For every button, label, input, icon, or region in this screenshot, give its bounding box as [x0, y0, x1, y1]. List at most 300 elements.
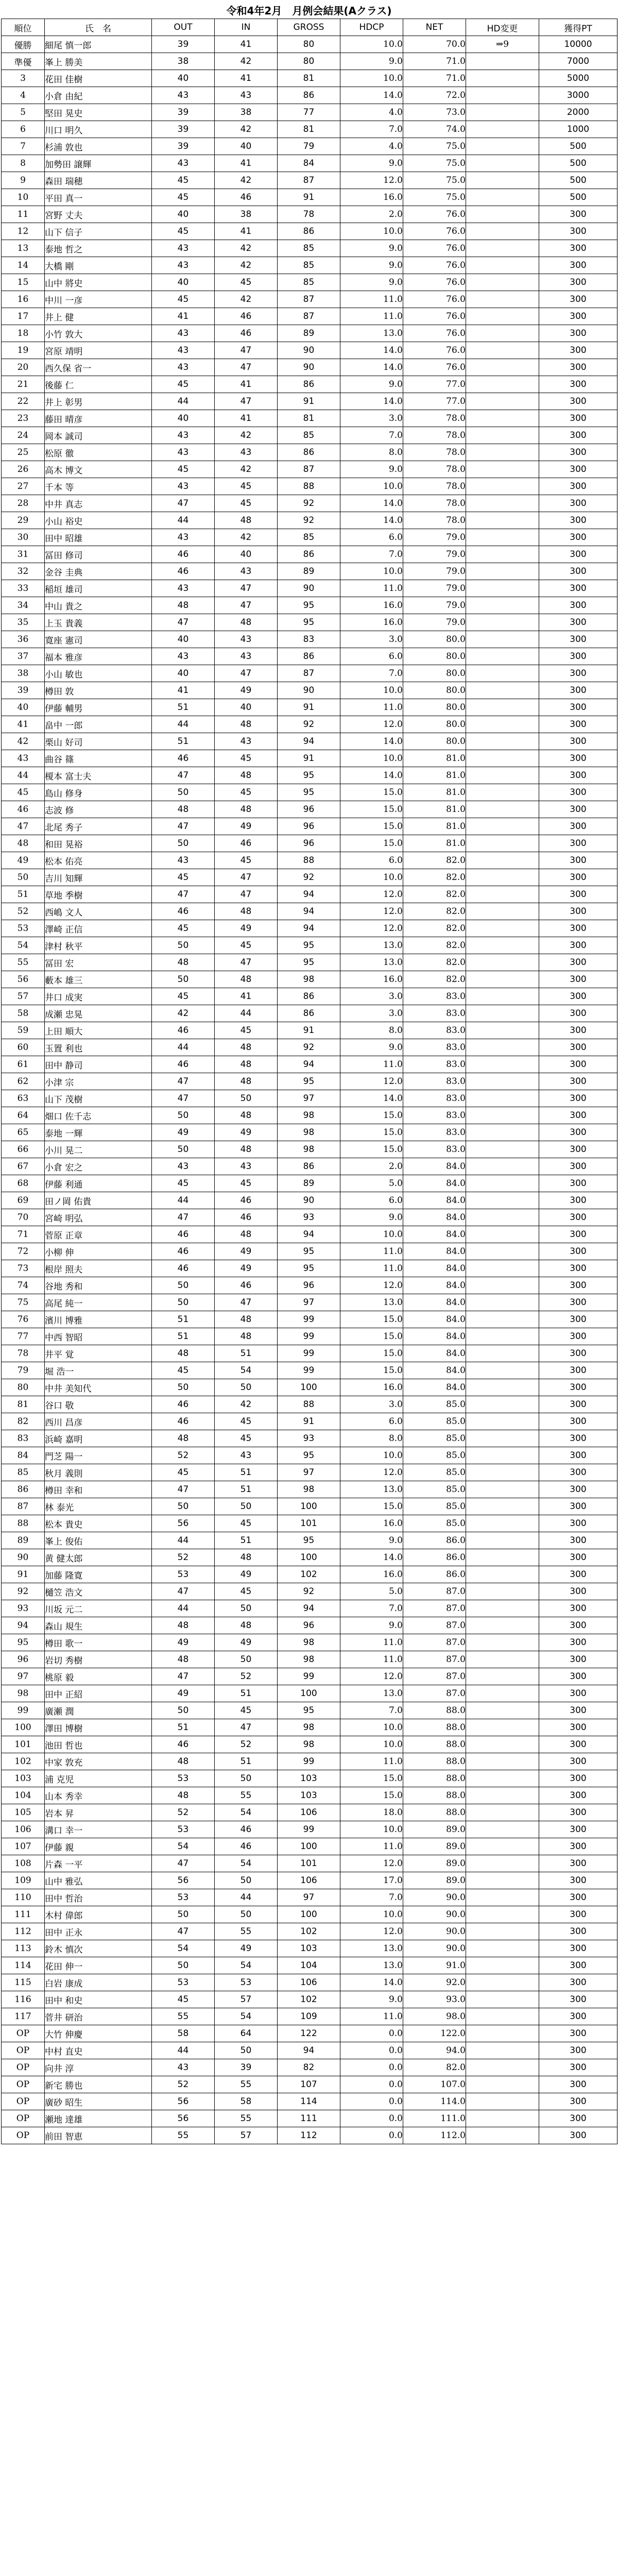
out-cell: 53	[152, 1889, 215, 1906]
table-row	[2, 1668, 617, 1685]
net-cell: 76.0	[403, 325, 466, 342]
table-row	[2, 1141, 617, 1158]
in-header: IN	[215, 19, 278, 36]
gross-cell: 92	[278, 1039, 340, 1056]
hdcp-cell: 10.0	[340, 563, 403, 580]
gross-cell: 98	[278, 971, 340, 988]
gross-cell: 95	[278, 614, 340, 631]
name-cell: 栗山 好司	[45, 733, 152, 750]
rank-cell: 101	[2, 1736, 45, 1753]
gross-cell: 90	[278, 1192, 340, 1209]
table-row	[2, 240, 617, 257]
points-cell: 300	[539, 818, 617, 835]
points-cell: 1000	[539, 121, 617, 138]
hdcp-cell: 14.0	[340, 1549, 403, 1566]
hd-change-cell	[466, 342, 539, 359]
hd-change-cell	[466, 1430, 539, 1447]
table-row	[2, 461, 617, 478]
name-cell: 田中 静司	[45, 1056, 152, 1073]
hdcp-cell: 9.0	[340, 240, 403, 257]
rank-cell: 115	[2, 1974, 45, 1991]
in-cell: 45	[215, 274, 278, 291]
out-cell: 39	[152, 36, 215, 53]
hdcp-cell: 16.0	[340, 971, 403, 988]
in-cell: 45	[215, 1515, 278, 1532]
out-cell: 44	[152, 1192, 215, 1209]
rank-cell: 42	[2, 733, 45, 750]
table-row	[2, 835, 617, 852]
gross-cell: 95	[278, 597, 340, 614]
out-cell: 39	[152, 138, 215, 155]
in-cell: 41	[215, 988, 278, 1005]
hd-change-cell	[466, 1243, 539, 1260]
out-cell: 50	[152, 1277, 215, 1294]
points-cell: 300	[539, 393, 617, 410]
net-cell: 83.0	[403, 988, 466, 1005]
hdcp-cell: 14.0	[340, 512, 403, 529]
hdcp-cell: 0.0	[340, 2025, 403, 2042]
hdcp-cell: 10.0	[340, 36, 403, 53]
net-cell: 79.0	[403, 546, 466, 563]
hdcp-cell: 14.0	[340, 1974, 403, 1991]
out-cell: 45	[152, 172, 215, 189]
in-cell: 54	[215, 1957, 278, 1974]
hd-change-cell: ⇒9	[466, 36, 539, 53]
name-cell: 秋月 義則	[45, 1464, 152, 1481]
out-cell: 47	[152, 886, 215, 903]
gross-cell: 99	[278, 1821, 340, 1838]
name-cell: 田中 昭雄	[45, 529, 152, 546]
table-row	[2, 206, 617, 223]
points-header: 獲得PT	[539, 19, 617, 36]
rank-cell: 33	[2, 580, 45, 597]
in-cell: 55	[215, 1923, 278, 1940]
hdcp-cell: 16.0	[340, 189, 403, 206]
in-cell: 51	[215, 1685, 278, 1702]
name-cell: 川口 明久	[45, 121, 152, 138]
points-cell: 300	[539, 359, 617, 376]
points-cell: 300	[539, 1379, 617, 1396]
name-cell: 吉川 知輝	[45, 869, 152, 886]
table-row	[2, 1838, 617, 1855]
points-cell: 300	[539, 1889, 617, 1906]
hdcp-cell: 15.0	[340, 1124, 403, 1141]
points-cell: 300	[539, 886, 617, 903]
name-cell: 杉浦 敦也	[45, 138, 152, 155]
hd-change-cell	[466, 1515, 539, 1532]
hdcp-cell: 14.0	[340, 767, 403, 784]
table-row	[2, 1889, 617, 1906]
hdcp-cell: 17.0	[340, 1872, 403, 1889]
hd-change-cell	[466, 1107, 539, 1124]
points-cell: 300	[539, 546, 617, 563]
out-cell: 40	[152, 70, 215, 87]
gross-cell: 95	[278, 784, 340, 801]
net-cell: 79.0	[403, 563, 466, 580]
hd-change-cell	[466, 2025, 539, 2042]
out-cell: 47	[152, 1855, 215, 1872]
points-cell: 300	[539, 1362, 617, 1379]
out-cell: 47	[152, 1073, 215, 1090]
net-cell: 76.0	[403, 274, 466, 291]
net-cell: 82.0	[403, 869, 466, 886]
table-row	[2, 665, 617, 682]
gross-cell: 94	[278, 903, 340, 920]
in-cell: 48	[215, 971, 278, 988]
gross-cell: 100	[278, 1685, 340, 1702]
rank-cell: 27	[2, 478, 45, 495]
hd-change-cell	[466, 274, 539, 291]
net-cell: 84.0	[403, 1277, 466, 1294]
out-cell: 40	[152, 410, 215, 427]
rank-cell: 82	[2, 1413, 45, 1430]
gross-cell: 92	[278, 869, 340, 886]
rank-cell: OP	[2, 2093, 45, 2110]
rank-cell: 47	[2, 818, 45, 835]
table-row	[2, 2008, 617, 2025]
table-header	[2, 19, 617, 36]
rank-cell: 76	[2, 1311, 45, 1328]
name-cell: 草地 季樹	[45, 886, 152, 903]
name-cell: 小津 宗	[45, 1073, 152, 1090]
gross-cell: 94	[278, 1056, 340, 1073]
name-cell: 中山 貴之	[45, 597, 152, 614]
in-cell: 55	[215, 2076, 278, 2093]
name-cell: 峯上 勝美	[45, 53, 152, 70]
net-header: NET	[403, 19, 466, 36]
hd-change-cell	[466, 1583, 539, 1600]
hd-change-cell	[466, 1855, 539, 1872]
name-cell: 藤田 晴彦	[45, 410, 152, 427]
hd-change-cell	[466, 1090, 539, 1107]
points-cell: 300	[539, 580, 617, 597]
table-row	[2, 1702, 617, 1719]
table-row	[2, 920, 617, 937]
out-cell: 46	[152, 1260, 215, 1277]
gross-cell: 100	[278, 1906, 340, 1923]
hdcp-cell: 16.0	[340, 614, 403, 631]
in-cell: 50	[215, 1770, 278, 1787]
in-cell: 47	[215, 597, 278, 614]
hd-change-cell	[466, 1940, 539, 1957]
table-row	[2, 325, 617, 342]
gross-cell: 79	[278, 138, 340, 155]
rank-cell: 36	[2, 631, 45, 648]
gross-cell: 98	[278, 1107, 340, 1124]
table-row	[2, 427, 617, 444]
hd-change-cell	[466, 818, 539, 835]
in-cell: 42	[215, 291, 278, 308]
rank-cell: 80	[2, 1379, 45, 1396]
name-cell: 黄 健太郎	[45, 1549, 152, 1566]
in-cell: 54	[215, 2008, 278, 2025]
name-cell: 田中 正紹	[45, 1685, 152, 1702]
points-cell: 300	[539, 1022, 617, 1039]
points-cell: 300	[539, 716, 617, 733]
hd-change-cell	[466, 1821, 539, 1838]
points-cell: 300	[539, 1107, 617, 1124]
name-cell: 堅田 晃史	[45, 104, 152, 121]
gross-cell: 81	[278, 121, 340, 138]
table-row	[2, 2025, 617, 2042]
in-cell: 42	[215, 1396, 278, 1413]
in-cell: 41	[215, 410, 278, 427]
net-cell: 84.0	[403, 1345, 466, 1362]
hdcp-cell: 13.0	[340, 954, 403, 971]
hdcp-cell: 10.0	[340, 1719, 403, 1736]
net-cell: 82.0	[403, 920, 466, 937]
name-cell: 西久保 省一	[45, 359, 152, 376]
in-cell: 54	[215, 1855, 278, 1872]
net-cell: 87.0	[403, 1600, 466, 1617]
rank-cell: 9	[2, 172, 45, 189]
net-cell: 85.0	[403, 1430, 466, 1447]
net-cell: 78.0	[403, 512, 466, 529]
out-cell: 47	[152, 1668, 215, 1685]
out-cell: 50	[152, 1957, 215, 1974]
points-cell: 300	[539, 767, 617, 784]
rank-cell: 38	[2, 665, 45, 682]
name-cell: 高尾 純一	[45, 1294, 152, 1311]
name-cell: 山下 信子	[45, 223, 152, 240]
out-cell: 50	[152, 1702, 215, 1719]
rank-cell: 64	[2, 1107, 45, 1124]
gross-cell: 92	[278, 716, 340, 733]
gross-cell: 86	[278, 546, 340, 563]
table-row	[2, 1362, 617, 1379]
out-cell: 50	[152, 784, 215, 801]
in-cell: 51	[215, 1481, 278, 1498]
in-cell: 42	[215, 427, 278, 444]
hd-change-cell	[466, 733, 539, 750]
out-cell: 56	[152, 1872, 215, 1889]
out-cell: 52	[152, 1804, 215, 1821]
table-row	[2, 1821, 617, 1838]
out-cell: 44	[152, 393, 215, 410]
net-cell: 78.0	[403, 495, 466, 512]
name-cell: 島山 修身	[45, 784, 152, 801]
points-cell: 300	[539, 1600, 617, 1617]
hdcp-cell: 10.0	[340, 1906, 403, 1923]
table-row	[2, 1923, 617, 1940]
net-cell: 83.0	[403, 1073, 466, 1090]
in-cell: 45	[215, 495, 278, 512]
net-cell: 89.0	[403, 1821, 466, 1838]
rank-cell: 116	[2, 1991, 45, 2008]
hdcp-cell: 15.0	[340, 1107, 403, 1124]
rank-cell: 21	[2, 376, 45, 393]
rank-cell: 100	[2, 1719, 45, 1736]
out-header: OUT	[152, 19, 215, 36]
in-cell: 44	[215, 1005, 278, 1022]
hd-change-cell	[466, 2042, 539, 2059]
points-cell: 300	[539, 1294, 617, 1311]
hd-change-cell	[466, 1923, 539, 1940]
net-cell: 76.0	[403, 308, 466, 325]
hdcp-cell: 10.0	[340, 750, 403, 767]
gross-cell: 95	[278, 1073, 340, 1090]
gross-cell: 102	[278, 1566, 340, 1583]
hd-change-cell	[466, 988, 539, 1005]
in-cell: 38	[215, 206, 278, 223]
rank-cell: 78	[2, 1345, 45, 1362]
hdcp-cell: 0.0	[340, 2093, 403, 2110]
net-cell: 88.0	[403, 1753, 466, 1770]
hdcp-cell: 9.0	[340, 53, 403, 70]
name-cell: 森山 規生	[45, 1617, 152, 1634]
rank-cell: 106	[2, 1821, 45, 1838]
table-row	[2, 699, 617, 716]
points-cell: 300	[539, 1974, 617, 1991]
gross-cell: 86	[278, 988, 340, 1005]
table-row	[2, 1243, 617, 1260]
name-cell: 福本 雅彦	[45, 648, 152, 665]
table-row	[2, 1940, 617, 1957]
hd-change-cell	[466, 920, 539, 937]
in-cell: 48	[215, 1617, 278, 1634]
out-cell: 43	[152, 257, 215, 274]
gross-cell: 95	[278, 1243, 340, 1260]
net-cell: 82.0	[403, 954, 466, 971]
hd-change-cell	[466, 121, 539, 138]
out-cell: 43	[152, 342, 215, 359]
net-cell: 76.0	[403, 206, 466, 223]
gross-cell: 107	[278, 2076, 340, 2093]
out-cell: 40	[152, 274, 215, 291]
table-row	[2, 750, 617, 767]
points-cell: 300	[539, 1073, 617, 1090]
hdcp-cell: 10.0	[340, 1447, 403, 1464]
hd-change-cell	[466, 546, 539, 563]
hdcp-cell: 3.0	[340, 988, 403, 1005]
hd-change-cell	[466, 1039, 539, 1056]
out-cell: 48	[152, 1430, 215, 1447]
gross-cell: 86	[278, 376, 340, 393]
in-cell: 42	[215, 257, 278, 274]
table-row	[2, 1753, 617, 1770]
out-cell: 51	[152, 733, 215, 750]
points-cell: 300	[539, 308, 617, 325]
name-cell: 白岩 康成	[45, 1974, 152, 1991]
in-cell: 44	[215, 1889, 278, 1906]
gross-cell: 95	[278, 954, 340, 971]
out-cell: 46	[152, 563, 215, 580]
hdcp-cell: 2.0	[340, 1158, 403, 1175]
hdcp-cell: 13.0	[340, 325, 403, 342]
hdcp-cell: 3.0	[340, 1005, 403, 1022]
points-cell: 300	[539, 1464, 617, 1481]
table-row	[2, 2127, 617, 2144]
rank-cell: 20	[2, 359, 45, 376]
points-cell: 300	[539, 2008, 617, 2025]
rank-cell: 3	[2, 70, 45, 87]
net-cell: 85.0	[403, 1413, 466, 1430]
name-cell: 和田 晃裕	[45, 835, 152, 852]
hdcp-cell: 8.0	[340, 1430, 403, 1447]
rank-cell: 46	[2, 801, 45, 818]
points-cell: 300	[539, 512, 617, 529]
rank-cell: 69	[2, 1192, 45, 1209]
name-cell: 瀬地 達雄	[45, 2110, 152, 2127]
in-cell: 40	[215, 138, 278, 155]
hd-change-cell	[466, 2059, 539, 2076]
out-cell: 53	[152, 1566, 215, 1583]
points-cell: 10000	[539, 36, 617, 53]
out-cell: 56	[152, 2093, 215, 2110]
net-cell: 82.0	[403, 886, 466, 903]
hdcp-cell: 15.0	[340, 1362, 403, 1379]
table-row	[2, 1464, 617, 1481]
in-cell: 47	[215, 665, 278, 682]
hdcp-cell: 7.0	[340, 1600, 403, 1617]
table-row	[2, 87, 617, 104]
name-cell: 宮崎 明弘	[45, 1209, 152, 1226]
in-cell: 46	[215, 1277, 278, 1294]
points-cell: 300	[539, 1158, 617, 1175]
points-cell: 300	[539, 342, 617, 359]
name-cell: 大竹 伸慶	[45, 2025, 152, 2042]
net-cell: 82.0	[403, 2059, 466, 2076]
gross-cell: 78	[278, 206, 340, 223]
net-cell: 83.0	[403, 1124, 466, 1141]
gross-cell: 98	[278, 1651, 340, 1668]
in-cell: 46	[215, 308, 278, 325]
table-row	[2, 1481, 617, 1498]
hd-change-cell	[466, 529, 539, 546]
gross-cell: 94	[278, 920, 340, 937]
gross-cell: 95	[278, 767, 340, 784]
out-cell: 56	[152, 1515, 215, 1532]
net-cell: 80.0	[403, 699, 466, 716]
gross-cell: 97	[278, 1889, 340, 1906]
hdcp-cell: 12.0	[340, 920, 403, 937]
points-cell: 300	[539, 1923, 617, 1940]
table-row	[2, 1549, 617, 1566]
out-cell: 45	[152, 189, 215, 206]
in-cell: 55	[215, 2110, 278, 2127]
hdcp-cell: 11.0	[340, 1634, 403, 1651]
name-cell: 樽田 歌一	[45, 1634, 152, 1651]
net-cell: 85.0	[403, 1515, 466, 1532]
out-cell: 47	[152, 767, 215, 784]
table-row	[2, 1719, 617, 1736]
hdcp-cell: 14.0	[340, 342, 403, 359]
name-cell: 花田 伸一	[45, 1957, 152, 1974]
net-cell: 86.0	[403, 1549, 466, 1566]
in-cell: 46	[215, 325, 278, 342]
hdcp-cell: 14.0	[340, 1090, 403, 1107]
table-row	[2, 1328, 617, 1345]
points-cell: 300	[539, 1566, 617, 1583]
out-cell: 48	[152, 801, 215, 818]
out-cell: 48	[152, 1787, 215, 1804]
in-cell: 50	[215, 1498, 278, 1515]
out-cell: 49	[152, 1634, 215, 1651]
out-cell: 46	[152, 546, 215, 563]
gross-cell: 86	[278, 1158, 340, 1175]
name-cell: 松本 貴史	[45, 1515, 152, 1532]
in-cell: 43	[215, 733, 278, 750]
net-cell: 81.0	[403, 801, 466, 818]
name-cell: 向井 淳	[45, 2059, 152, 2076]
gross-cell: 83	[278, 631, 340, 648]
table-row	[2, 53, 617, 70]
rank-cell: 53	[2, 920, 45, 937]
points-cell: 300	[539, 1056, 617, 1073]
rank-cell: 98	[2, 1685, 45, 1702]
hdcp-cell: 6.0	[340, 529, 403, 546]
net-cell: 76.0	[403, 291, 466, 308]
